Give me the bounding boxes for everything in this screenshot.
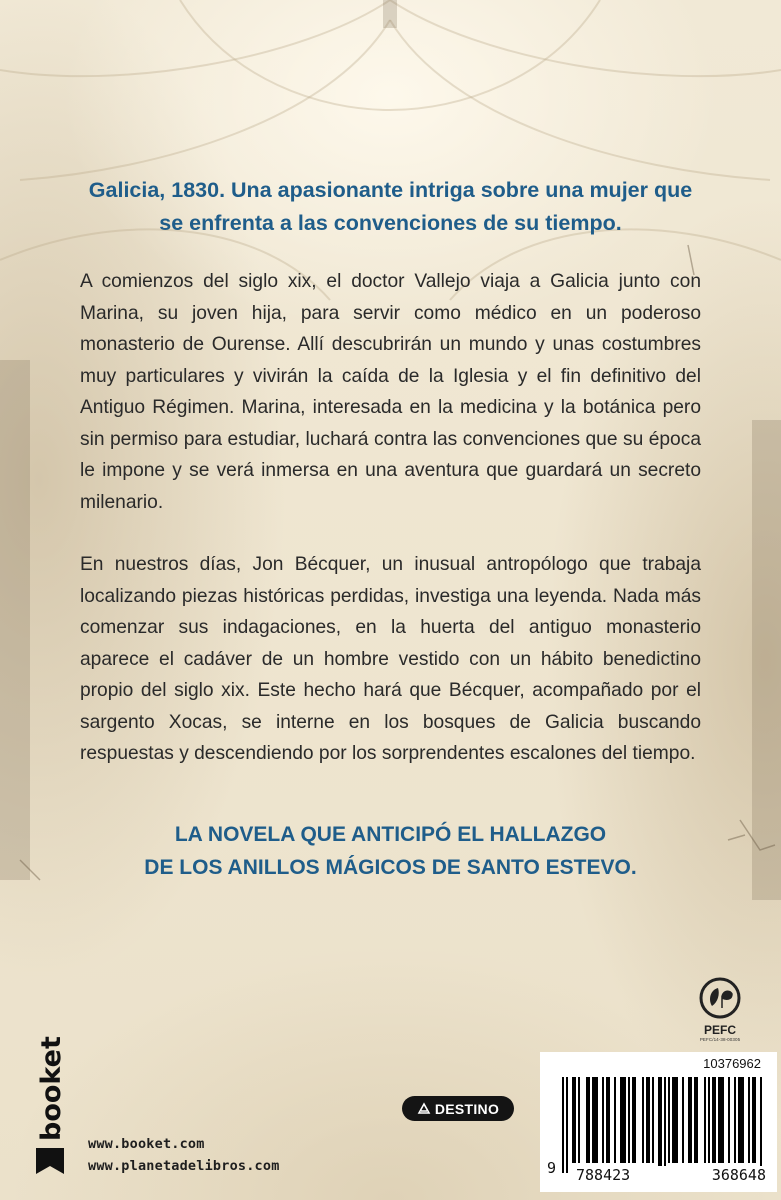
isbn-group-1: 788423 [576, 1166, 631, 1184]
publisher-urls [88, 1133, 280, 1177]
barcode-bar [602, 1077, 604, 1163]
barcode-bar [714, 1077, 716, 1163]
barcode-bar [632, 1077, 634, 1163]
barcode-bar [608, 1077, 610, 1163]
sku-number: 10376962 [703, 1056, 761, 1071]
barcode-bar [740, 1077, 742, 1163]
synopsis-paragraph-2: En nuestros días, Jon Bécquer, un inusual antropólogo que trabaja localizando piezas históricas perdidas, investiga una leyenda. Nada más comenzar sus indagaciones, en la huerta del antiguo monasterio aparece el cadáver de un hombre vestido con un hábito benedictino propio del siglo xix. Este hecho hará que Bécquer, acompañado por el sargento Xocas, se interne en los bosques de Galicia buscando respuestas y descendiendo por los sorprendentes escalones del tiempo. [80, 554, 701, 764]
url-booket: www.booket.com [88, 1136, 205, 1152]
barcode-bar [708, 1077, 710, 1163]
barcode-bar [682, 1077, 684, 1163]
barcode-bar [752, 1077, 754, 1163]
tagline: Galicia, 1830. Una apasionante intriga sobre una mujer que se enfrenta a las convenciones de su tiempo. [88, 178, 693, 235]
destino-imprint-badge [402, 1096, 514, 1121]
barcode-bar [634, 1077, 636, 1163]
barcode-bar [572, 1077, 574, 1163]
closing-highlight [80, 818, 701, 884]
barcode-bar [562, 1077, 564, 1173]
barcode-bar [594, 1077, 596, 1163]
barcode-bar [658, 1077, 660, 1173]
barcode-bar [688, 1077, 690, 1163]
closing-line-2: DE LOS ANILLOS MÁGICOS DE SANTO ESTEVO. [144, 856, 637, 879]
pefc-code: PEFC/14-38-00305 [699, 1037, 741, 1042]
barcode-bar [738, 1077, 740, 1163]
isbn-digits [574, 1166, 768, 1184]
barcode-bar [672, 1077, 674, 1163]
synopsis-paragraph-1: A comienzos del siglo xix, el doctor Vallejo viaja a Galicia junto con Marina, su joven hija, para servir como médico en un poderoso monasterio de Ourense. Allí descubrirán un mundo y unas costumbres muy particulares y vivirán la caída de la Iglesia y el fin definitivo del Antiguo Régimen. Marina, interesada en la medicina y la botánica pero sin permiso para estudiar, luchará contra las convenciones que su época le impone y se verá inmersa en una aventura que guardará un secreto milenario. [80, 271, 701, 513]
barcode-bar [664, 1077, 666, 1173]
barcode-bar [674, 1077, 676, 1163]
barcode-bar [734, 1077, 736, 1163]
barcode-panel [540, 1052, 777, 1192]
closing-line-1: LA NOVELA QUE ANTICIPÓ EL HALLAZGO [174, 823, 607, 846]
barcode-bar [642, 1077, 644, 1163]
barcode-bar [668, 1077, 670, 1163]
pefc-certification [690, 976, 750, 1042]
barcode-bar [728, 1077, 730, 1163]
barcode-bar [722, 1077, 724, 1163]
barcode-bar [690, 1077, 692, 1163]
isbn-group-2: 368648 [711, 1166, 766, 1184]
destino-label: DESTINO [434, 1100, 500, 1117]
barcode-bar [652, 1077, 654, 1163]
barcode-bar [742, 1077, 744, 1163]
barcode-bar [720, 1077, 722, 1163]
barcode-bar [718, 1077, 720, 1163]
barcode-bar [592, 1077, 594, 1163]
barcode-bar [696, 1077, 698, 1163]
barcode-bar [574, 1077, 576, 1163]
barcode-bar [614, 1077, 616, 1163]
barcode-bar [622, 1077, 624, 1163]
barcode-bar [754, 1077, 756, 1163]
barcode-bar [606, 1077, 608, 1163]
pefc-label: PEFC [703, 1023, 736, 1037]
destino-emblem-icon [417, 1102, 431, 1116]
barcode-bar [588, 1077, 590, 1163]
barcode-bar [694, 1077, 696, 1163]
barcode-bar [620, 1077, 622, 1163]
barcode-bar [596, 1077, 598, 1163]
isbn-prefix-digit: 9 [547, 1159, 557, 1177]
barcode-bar [578, 1077, 580, 1163]
barcode-bar [712, 1077, 714, 1163]
isbn-barcode [562, 1077, 762, 1175]
barcode-bar [628, 1077, 630, 1163]
barcode-bar [566, 1077, 568, 1173]
barcode-bar [676, 1077, 678, 1163]
booket-logo [30, 1036, 70, 1176]
barcode-bar [704, 1077, 706, 1163]
barcode-bar [624, 1077, 626, 1163]
barcode-bar [748, 1077, 750, 1163]
barcode-bar [760, 1077, 762, 1173]
barcode-bar [660, 1077, 662, 1173]
booket-logo-text: booket [36, 1036, 67, 1141]
barcode-bar [648, 1077, 650, 1163]
barcode-bar [586, 1077, 588, 1163]
tree-leaf-icon [698, 976, 742, 1020]
url-planetadelibros: www.planetadelibros.com [88, 1158, 280, 1174]
barcode-bar [646, 1077, 648, 1163]
